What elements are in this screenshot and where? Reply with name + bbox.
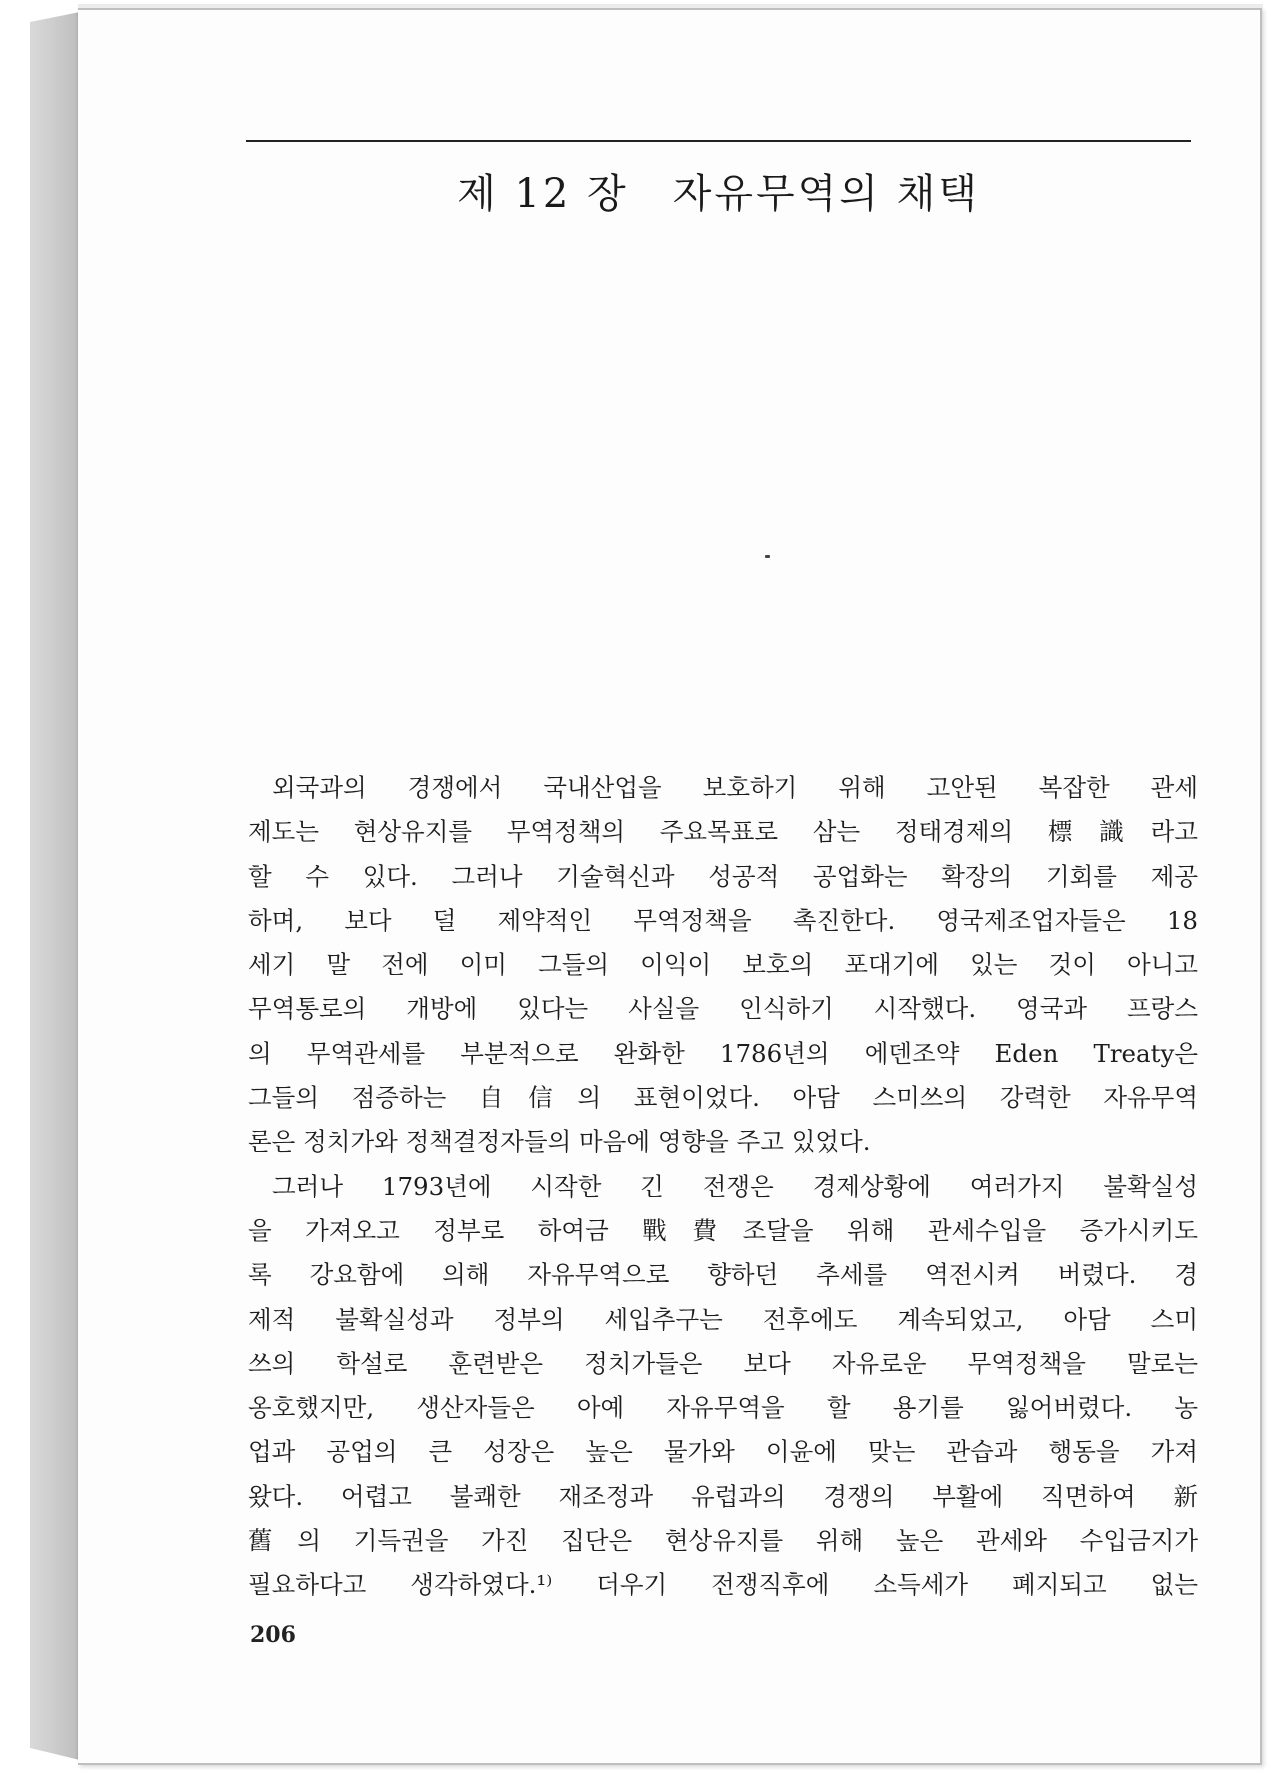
text-line: 세기 말 전에 이미 그들의 이익이 보호의 포대기에 있는 것이 아니고 xyxy=(248,950,1198,980)
text-line: 그러나 1793년에 시작한 긴 전쟁은 경제상황에 여러가지 불확실성 xyxy=(272,1171,1198,1201)
chapter-number: 제 12 장 xyxy=(457,171,629,217)
text-line: 제도는 현상유지를 무역정책의 주요목표로 삼는 정태경제의 標識라고 xyxy=(248,817,1198,847)
text-line: 할 수 있다. 그러나 기술혁신과 성공적 공업화는 확장의 기회를 제공 xyxy=(248,861,1198,891)
text-line: 론은 정치가와 정책결정자들의 마음에 영향을 주고 있었다. xyxy=(248,1127,871,1157)
text-line: 그들의 점증하는 自信의 표현이었다. 아담 스미쓰의 강력한 자유무역 xyxy=(248,1083,1198,1113)
book-spine xyxy=(30,12,80,1760)
text-line: 무역통로의 개방에 있다는 사실을 인식하기 시작했다. 영국과 프랑스 xyxy=(248,994,1198,1024)
paragraph xyxy=(248,1165,1198,1608)
text-line: 의 무역관세를 부분적으로 완화한 1786년의 에덴조약 Eden Treaty은 xyxy=(248,1038,1198,1068)
text-line: 하며, 보다 덜 제약적인 무역정책을 촉진한다. 영국제조업자들은 18 xyxy=(248,905,1198,935)
text-line: 외국과의 경쟁에서 국내산업을 보호하기 위해 고안된 복잡한 관세 xyxy=(272,773,1198,802)
print-speck xyxy=(765,555,770,558)
text-line: 옹호했지만, 생산자들은 아예 자유무역을 할 용기를 잃어버렸다. 농 xyxy=(248,1393,1198,1423)
text-line: 필요하다고 생각하였다.¹⁾ 더우기 전쟁직후에 소득세가 폐지되고 없는 xyxy=(248,1570,1198,1600)
text-line: 舊의 기득권을 가진 집단은 현상유지를 위해 높은 관세와 수입금지가 xyxy=(248,1526,1198,1556)
chapter-title: 자유무역의 채택 xyxy=(672,171,980,217)
text-line: 쓰의 학설로 훈련받은 정치가들은 보다 자유로운 무역정책을 말로는 xyxy=(248,1348,1198,1378)
text-line: 록 강요함에 의해 자유무역으로 향하던 추세를 역전시켜 버렸다. 경 xyxy=(248,1260,1198,1290)
body-text xyxy=(248,766,1198,1608)
chapter-rule xyxy=(246,140,1191,142)
text-line: 을 가져오고 정부로 하여금 戰費조달을 위해 관세수입을 증가시키도 xyxy=(248,1215,1198,1245)
text-line: 업과 공업의 큰 성장은 높은 물가와 이윤에 맞는 관습과 행동을 가져 xyxy=(248,1437,1198,1467)
page-sheet xyxy=(78,8,1262,1765)
text-line: 제적 불확실성과 정부의 세입추구는 전후에도 계속되었고, 아담 스미 xyxy=(248,1304,1198,1334)
page-number: 206 xyxy=(250,1622,296,1648)
chapter-heading xyxy=(246,162,1191,219)
text-line: 왔다. 어렵고 불쾌한 재조정과 유럽과의 경쟁의 부활에 직면하여 新 xyxy=(248,1481,1198,1511)
paragraph xyxy=(248,766,1198,1165)
